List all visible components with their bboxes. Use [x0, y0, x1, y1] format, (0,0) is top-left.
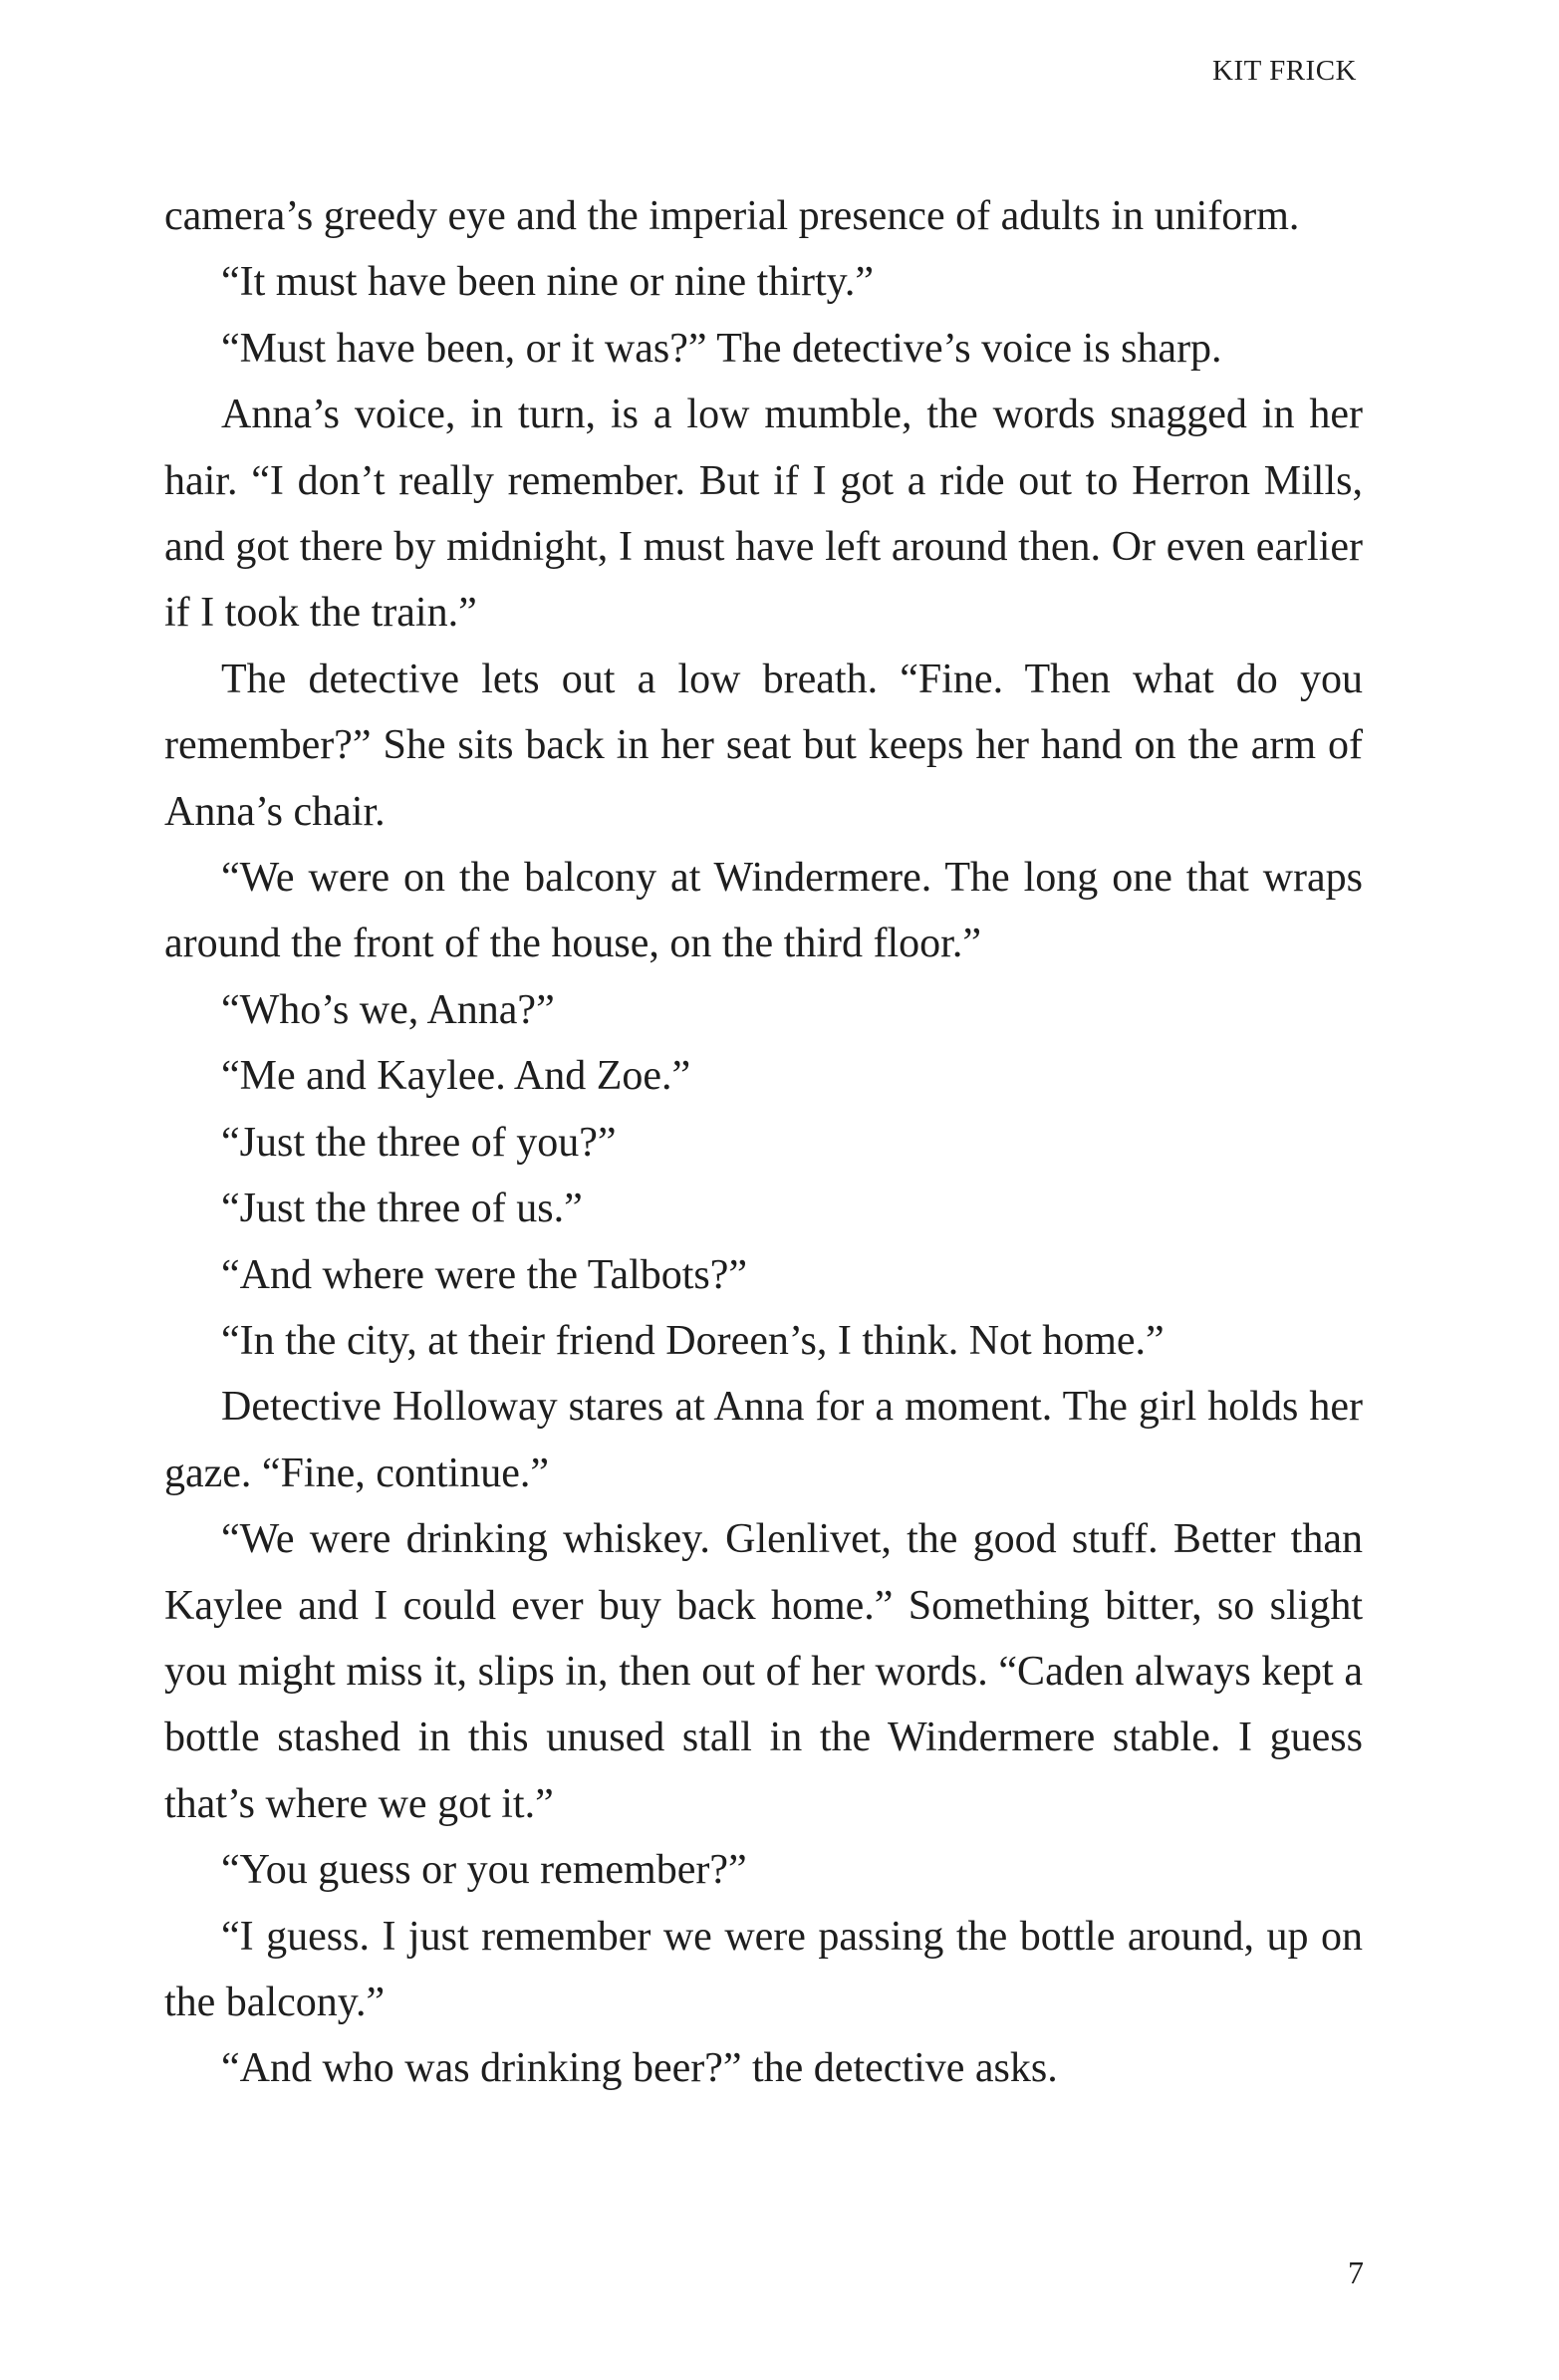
paragraph: “Who’s we, Anna?”: [221, 986, 555, 1033]
paragraph: “We were drinking whiskey. Glenlivet, the good stuff. Better than Kaylee and I could ever buy back home.” Something bitter, so slight you might miss it, slips in, then out of her words. “Caden always kept a bottle stashed in this unused stall in the Windermere stable. I guess that’s where we got it.”: [164, 1516, 1363, 1827]
paragraph: camera’s greedy eye and the imperial presence of adults in uniform.: [164, 193, 1300, 239]
paragraph: The detective lets out a low breath. “Fine. Then what do you remember?” She sits back in her seat but keeps her hand on the arm of Anna’s chair.: [164, 656, 1363, 835]
page-number: 7: [1348, 2254, 1364, 2290]
paragraph: Detective Holloway stares at Anna for a moment. The girl holds her gaze. “Fine, continue.”: [164, 1384, 1363, 1496]
paragraph: “It must have been nine or nine thirty.”: [221, 259, 875, 306]
paragraph: “And who was drinking beer?” the detective asks.: [221, 2045, 1058, 2092]
paragraph: “Just the three of us.”: [221, 1186, 583, 1232]
paragraph: “You guess or you remember?”: [221, 1847, 747, 1894]
paragraph: “Must have been, or it was?” The detective’s voice is sharp.: [221, 325, 1222, 372]
paragraph: “Me and Kaylee. And Zoe.”: [221, 1053, 691, 1100]
paragraph: Anna’s voice, in turn, is a low mumble, the words snagged in her hair. “I don’t really remember. But if I got a ride out to Herron Mills, and got there by midnight, I must have left around then. Or even earlier if I took the train.”: [164, 392, 1363, 637]
paragraph: “I guess. I just remember we were passing the bottle around, up on the balcony.”: [164, 1913, 1363, 2025]
paragraph: “And where were the Talbots?”: [221, 1251, 748, 1298]
paragraph: “In the city, at their friend Doreen’s, I think. Not home.”: [221, 1317, 1165, 1364]
running-head-author: KIT FRICK: [1212, 55, 1357, 87]
page-body: [164, 183, 1363, 2102]
paragraph: “We were on the balcony at Windermere. The long one that wraps around the front of the house, on the third floor.”: [164, 855, 1363, 967]
paragraph: “Just the three of you?”: [221, 1119, 617, 1166]
